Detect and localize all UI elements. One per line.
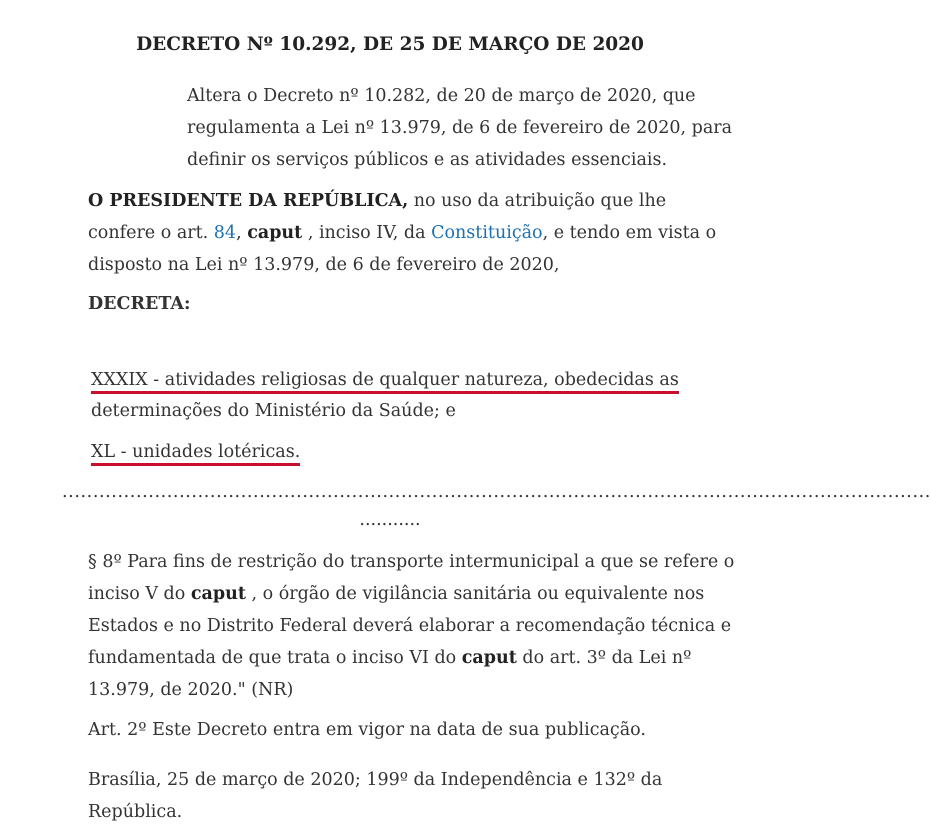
preamble-text-2: , bbox=[236, 223, 248, 243]
decree-summary: Altera o Decreto nº 10.282, de 20 de março de 2020, que regulamenta a Lei nº 13.979, de 6 de fevereiro de 2020, para definir os serviços públicos e as atividades essenciais. bbox=[187, 86, 733, 170]
constitution-link[interactable]: Constituição bbox=[431, 223, 543, 243]
inciso-39-line-2: determinações do Ministério da Saúde; e bbox=[91, 401, 456, 421]
preamble-text-4: , e tendo em vista o disposto na Lei nº 13.979, de 6 de fevereiro de 2020, bbox=[88, 223, 717, 275]
caput-term: caput bbox=[461, 648, 517, 668]
omission-dots-short: ........... bbox=[359, 510, 421, 530]
caput-term: caput bbox=[247, 223, 303, 243]
article-84-link[interactable]: 84 bbox=[213, 223, 237, 243]
paragraph-8-text-2: , o órgão de vigilância sanitária ou equivalente nos Estados e no Distrito Federal deverá elaborar a recomendação técnica e fundamentada de que trata o inciso VI do bbox=[88, 584, 732, 668]
inciso-40 bbox=[91, 436, 300, 468]
caput-term: caput bbox=[190, 584, 246, 604]
inciso-40-underlined: XL - unidades lotéricas. bbox=[91, 442, 300, 466]
paragraph-8-text-3: do art. 3º da Lei nº 13.979, de 2020." (NR) bbox=[88, 648, 692, 700]
preamble bbox=[88, 185, 738, 281]
article-2: Art. 2º Este Decreto entra em vigor na data de sua publicação. bbox=[88, 720, 646, 740]
inciso-39-line-1 bbox=[91, 364, 679, 396]
signature-place-date: Brasília, 25 de março de 2020; 199º da Independência e 132º da República. bbox=[88, 770, 663, 822]
president-heading: O PRESIDENTE DA REPÚBLICA, bbox=[88, 191, 409, 211]
omission-dots-long: ............................................................................................................................................. bbox=[62, 482, 931, 502]
paragraph-8 bbox=[88, 546, 748, 706]
paragraph-8-text-1: § 8º Para fins de restrição do transporte intermunicipal a que se refere o inciso V do bbox=[88, 552, 735, 604]
preamble-text-3: , inciso IV, da bbox=[302, 223, 432, 243]
inciso-39-underlined: XXXIX - atividades religiosas de qualquer natureza, obedecidas as bbox=[91, 370, 679, 394]
page-title: DECRETO Nº 10.292, DE 25 DE MARÇO DE 2020 bbox=[136, 34, 644, 55]
decreta-heading: DECRETA: bbox=[88, 294, 191, 314]
preamble-text-1: no uso da atribuição que lhe confere o art. bbox=[88, 191, 667, 243]
